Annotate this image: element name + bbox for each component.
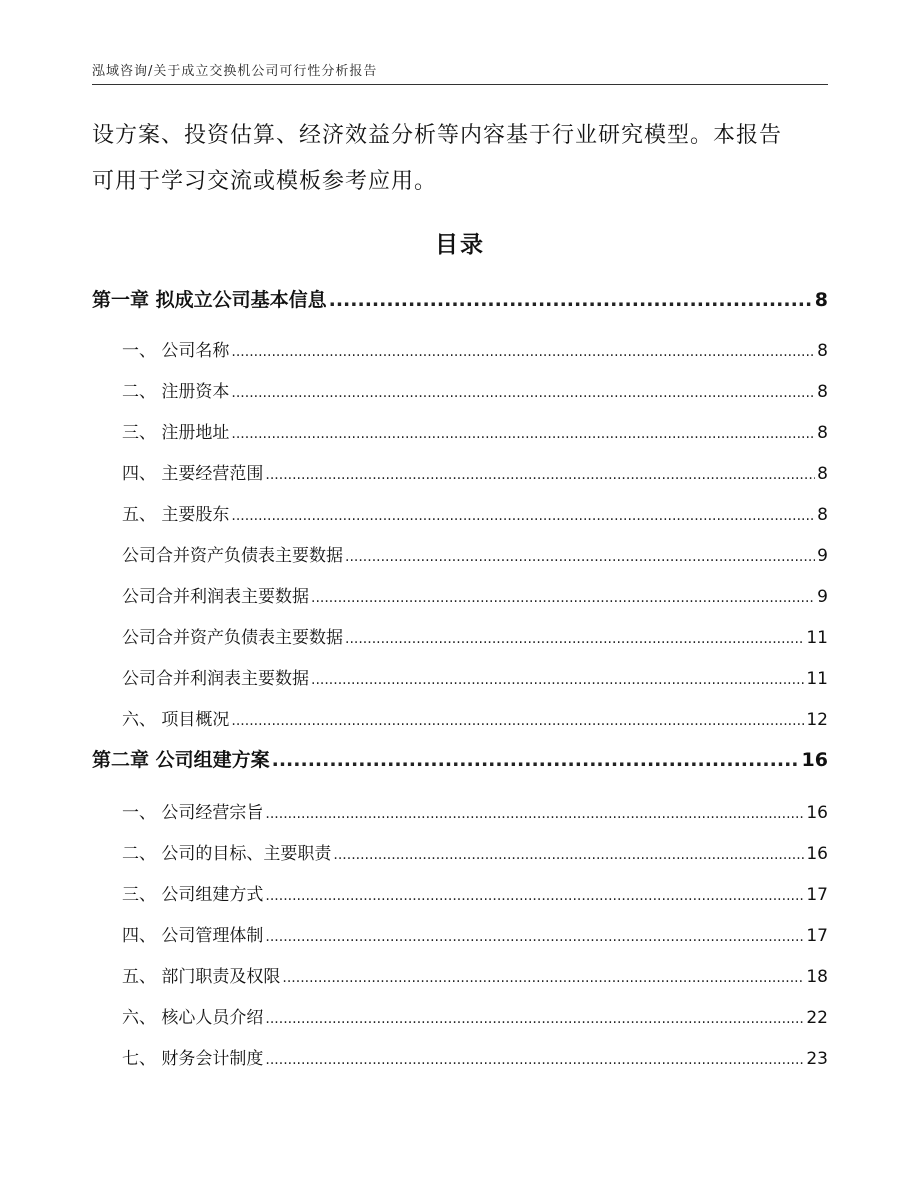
dot-leader <box>333 835 804 876</box>
toc-entry[interactable] <box>92 1039 828 1080</box>
dot-leader <box>311 660 804 701</box>
toc-entry-label: 三、 注册地址 <box>122 423 230 443</box>
dot-leader <box>265 1040 804 1081</box>
toc-entry-label: 四、 公司管理体制 <box>122 926 264 946</box>
toc-entry[interactable] <box>92 957 828 998</box>
dot-leader <box>265 794 804 835</box>
toc-title: 目录 <box>435 232 485 258</box>
toc-entry-label: 公司合并利润表主要数据 <box>122 587 309 607</box>
toc-entry[interactable] <box>92 916 828 957</box>
toc-entry[interactable] <box>92 413 828 454</box>
toc-entry-label: 一、 公司名称 <box>122 341 230 361</box>
toc-page-number: 8 <box>817 464 828 484</box>
dot-leader <box>231 332 815 373</box>
dot-leader <box>282 958 804 999</box>
dot-leader <box>231 373 815 414</box>
toc-entry-label: 五、 主要股东 <box>122 505 230 525</box>
toc-entry[interactable] <box>92 700 828 741</box>
toc-chapter-1[interactable] <box>92 281 828 319</box>
toc-entry[interactable] <box>92 998 828 1039</box>
dot-leader <box>265 999 804 1040</box>
toc-entry[interactable] <box>92 834 828 875</box>
toc-page-number: 8 <box>817 505 828 525</box>
toc-page-number: 17 <box>806 885 828 905</box>
toc-entry[interactable] <box>92 331 828 372</box>
toc-page-number: 16 <box>806 844 828 864</box>
toc-entry-label: 公司合并资产负债表主要数据 <box>122 546 343 566</box>
toc-entry-label: 公司合并利润表主要数据 <box>122 669 309 689</box>
toc-entry[interactable] <box>92 577 828 618</box>
dot-leader <box>231 496 815 537</box>
toc-page-number: 16 <box>806 803 828 823</box>
dot-leader <box>329 281 813 319</box>
intro-line-2: 可用于学习交流或模板参考应用。 <box>92 169 438 194</box>
toc-page-number: 18 <box>806 967 828 987</box>
toc-entry-label: 五、 部门职责及权限 <box>122 967 281 987</box>
toc-entry-label: 二、 公司的目标、主要职责 <box>122 844 332 864</box>
intro-line-1: 设方案、投资估算、经济效益分析等内容基于行业研究模型。本报告 <box>92 123 783 148</box>
toc-page-number: 9 <box>817 587 828 607</box>
dot-leader <box>345 619 804 660</box>
toc-page-number: 11 <box>806 669 828 689</box>
toc-entry-label: 六、 项目概况 <box>122 710 230 730</box>
toc-page-number: 12 <box>806 710 828 730</box>
toc-page-number: 8 <box>817 382 828 402</box>
toc-entry[interactable] <box>92 793 828 834</box>
dot-leader <box>231 701 804 742</box>
dot-leader <box>265 917 804 958</box>
toc-entry-label: 公司合并资产负债表主要数据 <box>122 628 343 648</box>
toc-page-number: 8 <box>817 341 828 361</box>
toc-page-number: 22 <box>806 1008 828 1028</box>
toc-page-number: 16 <box>801 749 828 771</box>
toc-entry[interactable] <box>92 454 828 495</box>
toc-entry[interactable] <box>92 875 828 916</box>
toc-entry-label: 一、 公司经营宗旨 <box>122 803 264 823</box>
dot-leader <box>265 455 815 496</box>
toc-entry[interactable] <box>92 536 828 577</box>
toc-page-number: 11 <box>806 628 828 648</box>
dot-leader <box>272 741 800 779</box>
dot-leader <box>265 876 804 917</box>
toc-entry-label: 七、 财务会计制度 <box>122 1049 264 1069</box>
toc-entry[interactable] <box>92 618 828 659</box>
toc-entry-label: 二、 注册资本 <box>122 382 230 402</box>
table-of-contents <box>92 281 828 1080</box>
dot-leader <box>311 578 815 619</box>
toc-entry-label: 三、 公司组建方式 <box>122 885 264 905</box>
toc-chapter-2[interactable] <box>92 741 828 779</box>
toc-entry[interactable] <box>92 495 828 536</box>
running-header: 泓域咨询/关于成立交换机公司可行性分析报告 <box>92 64 378 79</box>
dot-leader <box>231 414 815 455</box>
toc-chapter-label: 第二章 公司组建方案 <box>92 749 270 771</box>
intro-paragraph <box>92 113 832 205</box>
header-divider <box>92 84 828 85</box>
toc-page-number: 9 <box>817 546 828 566</box>
toc-entry-label: 四、 主要经营范围 <box>122 464 264 484</box>
dot-leader <box>345 537 815 578</box>
toc-page-number: 17 <box>806 926 828 946</box>
toc-page-number: 8 <box>817 423 828 443</box>
toc-page-number: 23 <box>806 1049 828 1069</box>
toc-page-number: 8 <box>814 289 828 311</box>
toc-entry[interactable] <box>92 372 828 413</box>
toc-entry-label: 六、 核心人员介绍 <box>122 1008 264 1028</box>
toc-entry[interactable] <box>92 659 828 700</box>
toc-chapter-label: 第一章 拟成立公司基本信息 <box>92 289 327 311</box>
